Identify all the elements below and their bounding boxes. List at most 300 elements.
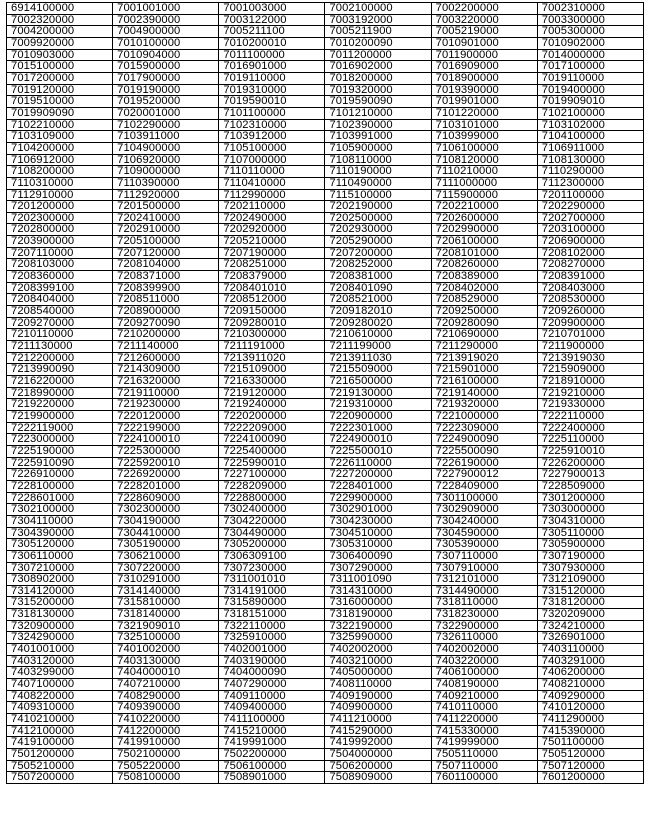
code-cell: 7213911030 <box>325 352 431 364</box>
code-cell: 7221000000 <box>431 410 537 422</box>
code-cell: 7409900000 <box>325 702 431 714</box>
code-cell: 7318120000 <box>537 597 643 609</box>
code-cell: 7321909010 <box>113 620 219 632</box>
code-cell: 7411100000 <box>219 714 325 726</box>
table-row <box>7 399 644 411</box>
table-row <box>7 329 644 341</box>
table-row <box>7 3 644 15</box>
code-cell: 7213990090 <box>7 364 113 376</box>
code-cell: 7201200000 <box>7 201 113 213</box>
table-row <box>7 457 644 469</box>
code-cell: 7222110000 <box>537 410 643 422</box>
code-cell: 7304410000 <box>113 527 219 539</box>
code-cell: 7103102000 <box>537 119 643 131</box>
code-cell: 7406200000 <box>537 667 643 679</box>
code-cell: 7219230000 <box>113 399 219 411</box>
code-cell: 7112990000 <box>219 189 325 201</box>
code-cell: 7215109000 <box>219 364 325 376</box>
code-cell: 7208371000 <box>113 271 219 283</box>
code-cell: 7011900000 <box>431 49 537 61</box>
code-cell: 7211130000 <box>7 341 113 353</box>
code-cell: 7208104000 <box>113 259 219 271</box>
code-cell: 7019520000 <box>113 96 219 108</box>
code-cell: 7314120000 <box>7 585 113 597</box>
code-cell: 7225500090 <box>431 445 537 457</box>
code-cell: 7209270090 <box>113 317 219 329</box>
code-cell: 7219130000 <box>325 387 431 399</box>
code-cell: 7225920010 <box>113 457 219 469</box>
code-cell: 7211199000 <box>325 341 431 353</box>
code-cell: 7302400000 <box>219 504 325 516</box>
table-row <box>7 620 644 632</box>
table-row <box>7 410 644 422</box>
table-row <box>7 632 644 644</box>
code-cell: 7208511000 <box>113 294 219 306</box>
code-cell: 7326110000 <box>431 632 537 644</box>
code-cell: 7108120000 <box>431 154 537 166</box>
code-cell: 7225300000 <box>113 445 219 457</box>
code-cell: 7103101000 <box>431 119 537 131</box>
code-cell: 7202920000 <box>219 224 325 236</box>
code-cell: 7403130000 <box>113 655 219 667</box>
table-row <box>7 772 644 784</box>
code-cell: 7110410000 <box>219 177 325 189</box>
code-cell: 7406100000 <box>431 667 537 679</box>
code-cell: 7106912000 <box>7 154 113 166</box>
code-cell: 7415290000 <box>325 725 431 737</box>
code-cell: 7507110000 <box>431 760 537 772</box>
code-cell: 7019510000 <box>7 96 113 108</box>
code-cell: 7004200000 <box>7 26 113 38</box>
code-cell: 7209280020 <box>325 317 431 329</box>
code-cell: 7015900000 <box>113 61 219 73</box>
code-cell: 7223000000 <box>7 434 113 446</box>
code-cell: 7307930000 <box>537 562 643 574</box>
table-row <box>7 562 644 574</box>
code-cell: 7314140000 <box>113 585 219 597</box>
code-cell: 7208900000 <box>113 306 219 318</box>
code-cell: 7601200000 <box>537 772 643 784</box>
code-cell: 7213911020 <box>219 352 325 364</box>
code-cell: 7224900090 <box>431 434 537 446</box>
code-cell: 7208102000 <box>537 247 643 259</box>
code-cell: 7210110000 <box>7 329 113 341</box>
code-cell: 7103911000 <box>113 131 219 143</box>
code-cell: 7110390000 <box>113 177 219 189</box>
code-cell: 7225500010 <box>325 445 431 457</box>
code-cell: 7318130000 <box>7 609 113 621</box>
code-cell: 7227900012 <box>431 469 537 481</box>
code-cell: 7108200000 <box>7 166 113 178</box>
code-cell: 7020001000 <box>113 107 219 119</box>
code-cell: 7211191000 <box>219 341 325 353</box>
code-cell: 7208360000 <box>7 271 113 283</box>
code-cell: 7209280010 <box>219 317 325 329</box>
code-cell: 7403110000 <box>537 644 643 656</box>
code-cell: 7208529000 <box>431 294 537 306</box>
code-cell: 7409310000 <box>7 702 113 714</box>
code-cell: 7403299000 <box>7 667 113 679</box>
code-cell: 7225190000 <box>7 445 113 457</box>
table-row <box>7 387 644 399</box>
code-cell: 7001001000 <box>113 3 219 15</box>
code-cell: 7226910000 <box>7 469 113 481</box>
code-cell: 7110210000 <box>431 166 537 178</box>
table-row <box>7 177 644 189</box>
code-cell: 7202410000 <box>113 212 219 224</box>
code-cell: 7202930000 <box>325 224 431 236</box>
code-cell: 7412200000 <box>113 725 219 737</box>
code-cell: 7208401090 <box>325 282 431 294</box>
code-cell: 7402002000 <box>431 644 537 656</box>
code-cell: 7226200000 <box>537 457 643 469</box>
code-cell: 7505210000 <box>7 760 113 772</box>
code-cell: 7219110000 <box>113 387 219 399</box>
table-row <box>7 212 644 224</box>
table-row <box>7 247 644 259</box>
code-cell: 7206100000 <box>431 236 537 248</box>
table-row <box>7 224 644 236</box>
code-cell: 7216220000 <box>7 376 113 388</box>
code-cell: 7302300000 <box>113 504 219 516</box>
table-row <box>7 469 644 481</box>
code-cell: 7222400000 <box>537 422 643 434</box>
code-cell: 7407290000 <box>219 679 325 691</box>
code-cell: 7003192000 <box>325 14 431 26</box>
code-cell: 7215901000 <box>431 364 537 376</box>
code-cell: 7411290000 <box>537 714 643 726</box>
table-row <box>7 585 644 597</box>
code-cell: 7112300000 <box>537 177 643 189</box>
code-cell: 7415330000 <box>431 725 537 737</box>
code-cell: 7318140000 <box>113 609 219 621</box>
code-cell: 7208251000 <box>219 259 325 271</box>
code-cell: 7009920000 <box>7 37 113 49</box>
code-cell: 7220120000 <box>113 410 219 422</box>
code-cell: 7212600000 <box>113 352 219 364</box>
code-cell: 7218990000 <box>7 387 113 399</box>
code-cell: 7106920000 <box>113 154 219 166</box>
code-cell: 7314490000 <box>431 585 537 597</box>
code-cell: 7220900000 <box>325 410 431 422</box>
table-row <box>7 37 644 49</box>
code-cell: 7411220000 <box>431 714 537 726</box>
table-row <box>7 725 644 737</box>
code-cell: 7220200000 <box>219 410 325 422</box>
code-cell: 7010200010 <box>219 37 325 49</box>
code-cell: 7102210000 <box>7 119 113 131</box>
code-cell: 7208103000 <box>7 259 113 271</box>
code-cell: 7215509000 <box>325 364 431 376</box>
code-cell: 7210701000 <box>537 329 643 341</box>
code-cell: 7208270000 <box>537 259 643 271</box>
code-cell: 7226110000 <box>325 457 431 469</box>
code-list-document <box>6 2 644 784</box>
code-cell: 7202800000 <box>7 224 113 236</box>
code-cell: 7208391000 <box>537 271 643 283</box>
code-cell: 7307230000 <box>219 562 325 574</box>
code-cell: 7502200000 <box>219 749 325 761</box>
table-row <box>7 142 644 154</box>
code-cell: 7202210000 <box>431 201 537 213</box>
code-cell: 7304220000 <box>219 515 325 527</box>
code-cell: 7303000000 <box>537 504 643 516</box>
code-cell: 7228401000 <box>325 480 431 492</box>
code-cell: 7019120000 <box>7 84 113 96</box>
code-cell: 7219320000 <box>431 399 537 411</box>
code-cell: 7202990000 <box>431 224 537 236</box>
code-cell: 7409390000 <box>113 702 219 714</box>
code-cell: 7410120000 <box>537 702 643 714</box>
code-cell: 7325990000 <box>325 632 431 644</box>
code-cell: 7315890000 <box>219 597 325 609</box>
code-cell: 7501200000 <box>7 749 113 761</box>
code-cell: 7112920000 <box>113 189 219 201</box>
code-cell: 7507200000 <box>7 772 113 784</box>
table-row <box>7 201 644 213</box>
code-cell: 7208381000 <box>325 271 431 283</box>
code-cell: 7501100000 <box>537 737 643 749</box>
code-cell: 7307110000 <box>431 550 537 562</box>
table-row <box>7 72 644 84</box>
code-cell: 7315810000 <box>113 597 219 609</box>
code-cell: 7601100000 <box>431 772 537 784</box>
code-cell: 7225910090 <box>7 457 113 469</box>
code-cell: 7214309000 <box>113 364 219 376</box>
code-cell: 7409190000 <box>325 690 431 702</box>
code-cell: 7409210000 <box>431 690 537 702</box>
code-cell: 7224100090 <box>219 434 325 446</box>
code-cell: 7002390000 <box>113 14 219 26</box>
code-cell: 7010901000 <box>431 37 537 49</box>
code-cell: 7229900000 <box>325 492 431 504</box>
code-cell: 7304590000 <box>431 527 537 539</box>
code-cell: 7318110000 <box>431 597 537 609</box>
code-cell: 7318190000 <box>325 609 431 621</box>
code-cell: 7415210000 <box>219 725 325 737</box>
code-cell: 7228100000 <box>7 480 113 492</box>
code-cell: 7104200000 <box>7 142 113 154</box>
code-cell: 7224900010 <box>325 434 431 446</box>
code-cell: 7110490000 <box>325 177 431 189</box>
table-row <box>7 189 644 201</box>
code-cell: 7019190000 <box>113 84 219 96</box>
table-row <box>7 376 644 388</box>
code-cell: 7209280090 <box>431 317 537 329</box>
table-row <box>7 49 644 61</box>
code-cell: 7320209000 <box>537 609 643 621</box>
code-cell: 7404000010 <box>113 667 219 679</box>
code-cell: 7312101000 <box>431 574 537 586</box>
code-cell: 7219120000 <box>219 387 325 399</box>
code-cell: 7110110000 <box>219 166 325 178</box>
code-cell: 7103991000 <box>325 131 431 143</box>
code-cell: 7210200000 <box>113 329 219 341</box>
code-cell: 7409110000 <box>219 690 325 702</box>
code-cell: 7010903000 <box>7 49 113 61</box>
code-cell: 7213919030 <box>537 352 643 364</box>
code-cell: 7005300000 <box>537 26 643 38</box>
code-cell: 7419991000 <box>219 737 325 749</box>
code-cell: 7228609000 <box>113 492 219 504</box>
code-cell: 7005211900 <box>325 26 431 38</box>
code-cell: 7109000000 <box>113 166 219 178</box>
code-cell: 7102310000 <box>219 119 325 131</box>
code-cell: 7202910000 <box>113 224 219 236</box>
code-cell: 7225110000 <box>537 434 643 446</box>
code-cell: 7401002000 <box>113 644 219 656</box>
code-cell: 7307290000 <box>325 562 431 574</box>
code-cell: 7307190000 <box>537 550 643 562</box>
code-cell: 7310291000 <box>113 574 219 586</box>
code-cell: 7504000000 <box>325 749 431 761</box>
code-cell: 7227900013 <box>537 469 643 481</box>
code-cell: 7209900000 <box>537 317 643 329</box>
table-row <box>7 282 644 294</box>
code-cell: 7508100000 <box>113 772 219 784</box>
code-cell: 7103109000 <box>7 131 113 143</box>
code-cell: 7318151000 <box>219 609 325 621</box>
code-cell: 7005211100 <box>219 26 325 38</box>
table-row <box>7 445 644 457</box>
code-cell: 7402002000 <box>325 644 431 656</box>
code-cell: 7326901000 <box>537 632 643 644</box>
code-cell: 7002310000 <box>537 3 643 15</box>
code-cell: 7017200000 <box>7 72 113 84</box>
table-row <box>7 644 644 656</box>
table-row <box>7 527 644 539</box>
code-cell: 7302100000 <box>7 504 113 516</box>
code-cell: 7228409000 <box>431 480 537 492</box>
code-cell: 7505220000 <box>113 760 219 772</box>
code-cell: 7219210000 <box>537 387 643 399</box>
code-cell: 7410110000 <box>431 702 537 714</box>
code-cell: 7325910000 <box>219 632 325 644</box>
code-cell: 7219310000 <box>325 399 431 411</box>
code-cell: 7207190000 <box>219 247 325 259</box>
table-row <box>7 84 644 96</box>
table-row <box>7 166 644 178</box>
code-cell: 7302909000 <box>431 504 537 516</box>
code-cell: 7211290000 <box>431 341 537 353</box>
code-cell: 7304310000 <box>537 515 643 527</box>
table-row <box>7 14 644 26</box>
table-row <box>7 690 644 702</box>
code-cell: 7010904000 <box>113 49 219 61</box>
code-cell: 7017900000 <box>113 72 219 84</box>
code-cell: 7419910000 <box>113 737 219 749</box>
code-cell: 7224100010 <box>113 434 219 446</box>
table-row <box>7 574 644 586</box>
code-cell: 7110290000 <box>537 166 643 178</box>
code-cell: 7506200000 <box>325 760 431 772</box>
code-cell: 7208404000 <box>7 294 113 306</box>
table-row <box>7 422 644 434</box>
code-cell: 7010200090 <box>325 37 431 49</box>
code-cell: 7208402000 <box>431 282 537 294</box>
code-cell: 7201500000 <box>113 201 219 213</box>
code-cell: 7408190000 <box>431 679 537 691</box>
table-row <box>7 61 644 73</box>
code-cell: 7305190000 <box>113 539 219 551</box>
code-cell: 7211140000 <box>113 341 219 353</box>
code-cell: 7002320000 <box>7 14 113 26</box>
code-cell: 7003220000 <box>431 14 537 26</box>
code-cell: 7222209000 <box>219 422 325 434</box>
code-table <box>6 2 644 784</box>
code-cell: 7103999000 <box>431 131 537 143</box>
code-cell: 7403220000 <box>431 655 537 667</box>
code-cell: 7412100000 <box>7 725 113 737</box>
code-cell: 7410220000 <box>113 714 219 726</box>
code-cell: 7403291000 <box>537 655 643 667</box>
table-row <box>7 341 644 353</box>
code-cell: 7104900000 <box>113 142 219 154</box>
code-cell: 7003300000 <box>537 14 643 26</box>
table-row <box>7 737 644 749</box>
table-row <box>7 714 644 726</box>
table-row <box>7 107 644 119</box>
code-cell: 7409290000 <box>537 690 643 702</box>
code-cell: 7219900000 <box>7 410 113 422</box>
code-cell: 7307210000 <box>7 562 113 574</box>
code-cell: 7207120000 <box>113 247 219 259</box>
code-cell: 7304240000 <box>431 515 537 527</box>
code-cell: 7208540000 <box>7 306 113 318</box>
code-cell: 7311001010 <box>219 574 325 586</box>
code-cell: 7314310000 <box>325 585 431 597</box>
code-cell: 7312109000 <box>537 574 643 586</box>
code-cell: 7419999000 <box>431 737 537 749</box>
code-cell: 7019400000 <box>537 84 643 96</box>
code-cell: 7419100000 <box>7 737 113 749</box>
table-row <box>7 667 644 679</box>
code-cell: 7408220000 <box>7 690 113 702</box>
code-cell: 7211900000 <box>537 341 643 353</box>
code-cell: 7219220000 <box>7 399 113 411</box>
code-cell: 7306400090 <box>325 550 431 562</box>
code-cell: 7016909000 <box>431 61 537 73</box>
code-cell: 7315120000 <box>537 585 643 597</box>
table-row <box>7 352 644 364</box>
code-cell: 7305390000 <box>431 539 537 551</box>
code-cell: 7011200000 <box>325 49 431 61</box>
code-cell: 7505120000 <box>537 749 643 761</box>
code-cell: 7505110000 <box>431 749 537 761</box>
code-cell: 7210690000 <box>431 329 537 341</box>
code-cell: 7306110000 <box>7 550 113 562</box>
table-row <box>7 364 644 376</box>
code-cell: 7110190000 <box>325 166 431 178</box>
code-cell: 7306210000 <box>113 550 219 562</box>
code-cell: 7106100000 <box>431 142 537 154</box>
code-cell: 7208399900 <box>113 282 219 294</box>
code-cell: 7208401010 <box>219 282 325 294</box>
code-cell: 7304230000 <box>325 515 431 527</box>
code-cell: 7016901000 <box>219 61 325 73</box>
code-cell: 7212200000 <box>7 352 113 364</box>
code-cell: 7320900000 <box>7 620 113 632</box>
code-cell: 7305310000 <box>325 539 431 551</box>
code-cell: 7301100000 <box>431 492 537 504</box>
code-cell: 7402001000 <box>219 644 325 656</box>
code-cell: 7110310000 <box>7 177 113 189</box>
code-cell: 7314191000 <box>219 585 325 597</box>
code-cell: 7508909000 <box>325 772 431 784</box>
code-cell: 7019590010 <box>219 96 325 108</box>
code-cell: 7209270000 <box>7 317 113 329</box>
code-cell: 7202290000 <box>537 201 643 213</box>
